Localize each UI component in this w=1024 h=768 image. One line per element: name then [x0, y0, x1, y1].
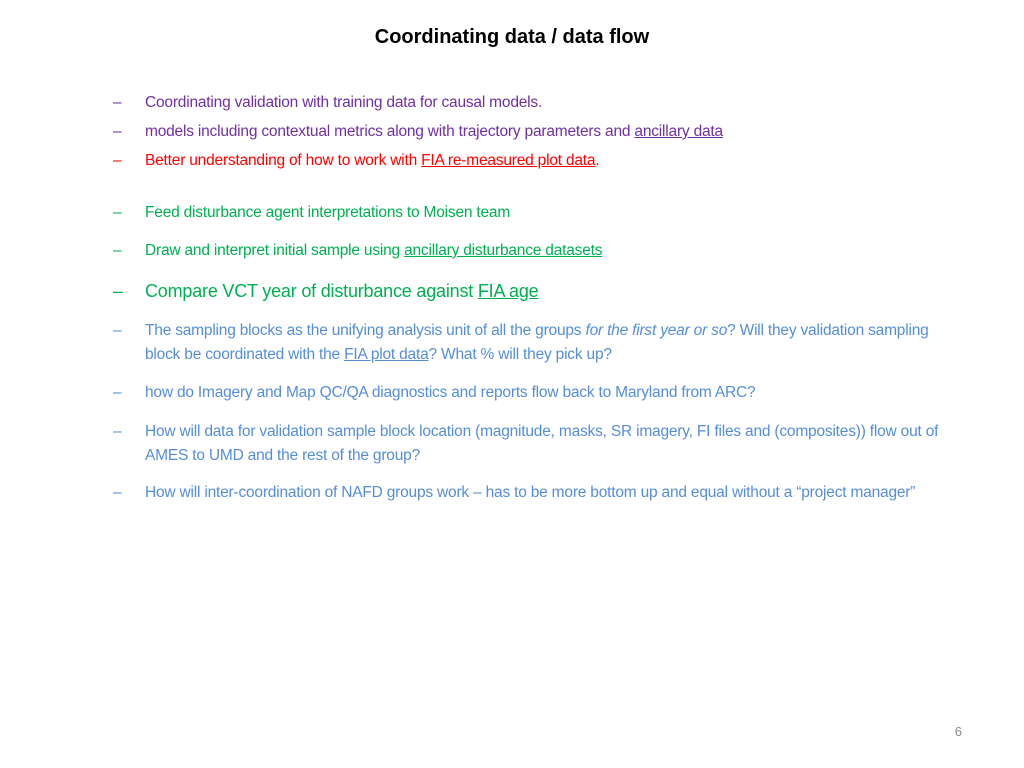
dash: – [113, 384, 122, 401]
bullet-text: Better understanding of how to work with [145, 152, 422, 169]
bullet-text: How will inter-coordination of NAFD groups work – has to be more bottom up and equal without a “project manager” [145, 484, 916, 501]
bullet-text: ? What % will they pick up? [428, 346, 612, 363]
dash: – [113, 123, 122, 140]
fia-remeasured-link[interactable]: FIA re-measured plot data [421, 152, 596, 169]
bullet-text: . [595, 152, 600, 169]
bullet-9 [113, 420, 963, 468]
ancillary-data-link[interactable]: ancillary data [634, 123, 723, 140]
dash: – [113, 94, 122, 111]
dash: – [113, 484, 122, 501]
bullet-6 [113, 279, 963, 303]
bullet-7 [113, 319, 963, 367]
bullet-10 [113, 481, 963, 505]
bullet-text: The sampling blocks as the unifying analysis unit of all the groups [145, 322, 586, 339]
slide-title: Coordinating data / data flow [374, 26, 650, 48]
bullet-text: Compare VCT year of disturbance against [145, 281, 478, 301]
dash: – [113, 204, 122, 221]
dash: – [113, 322, 122, 339]
bullet-text: Coordinating validation with training data for causal models. [145, 94, 543, 111]
bullet-4 [113, 201, 963, 225]
bullet-text: How will data for validation sample block location (magnitude, masks, SR imagery, FI files and (composites)) flow out of AMES to UMD and the rest of the group? [145, 423, 939, 464]
dash: – [113, 242, 122, 259]
bullet-text: Feed disturbance agent interpretations to Moisen team [145, 204, 511, 221]
ancillary-disturbance-link[interactable]: ancillary disturbance datasets [404, 242, 603, 259]
bullet-1 [113, 91, 963, 115]
bullet-text: ? Will they validation sampling block be coordinated with the [145, 322, 929, 363]
bullet-text-italic: for the first year or so [585, 322, 728, 339]
bullet-text: Draw and interpret initial sample using [145, 242, 405, 259]
dash: – [113, 423, 122, 440]
fia-age-link[interactable]: FIA age [477, 281, 539, 301]
bullet-text: models including contextual metrics along with trajectory parameters and [145, 123, 635, 140]
fia-plot-data-link[interactable]: FIA plot data [344, 346, 429, 363]
bullet-3 [113, 149, 963, 173]
bullet-2 [113, 120, 963, 144]
bullet-text: how do Imagery and Map QC/QA diagnostics and reports flow back to Maryland from ARC? [145, 384, 756, 401]
page-number: 6 [954, 724, 962, 739]
dash: – [113, 152, 122, 169]
bullet-8 [113, 381, 963, 405]
bullet-5 [113, 239, 963, 263]
dash: – [113, 281, 123, 301]
